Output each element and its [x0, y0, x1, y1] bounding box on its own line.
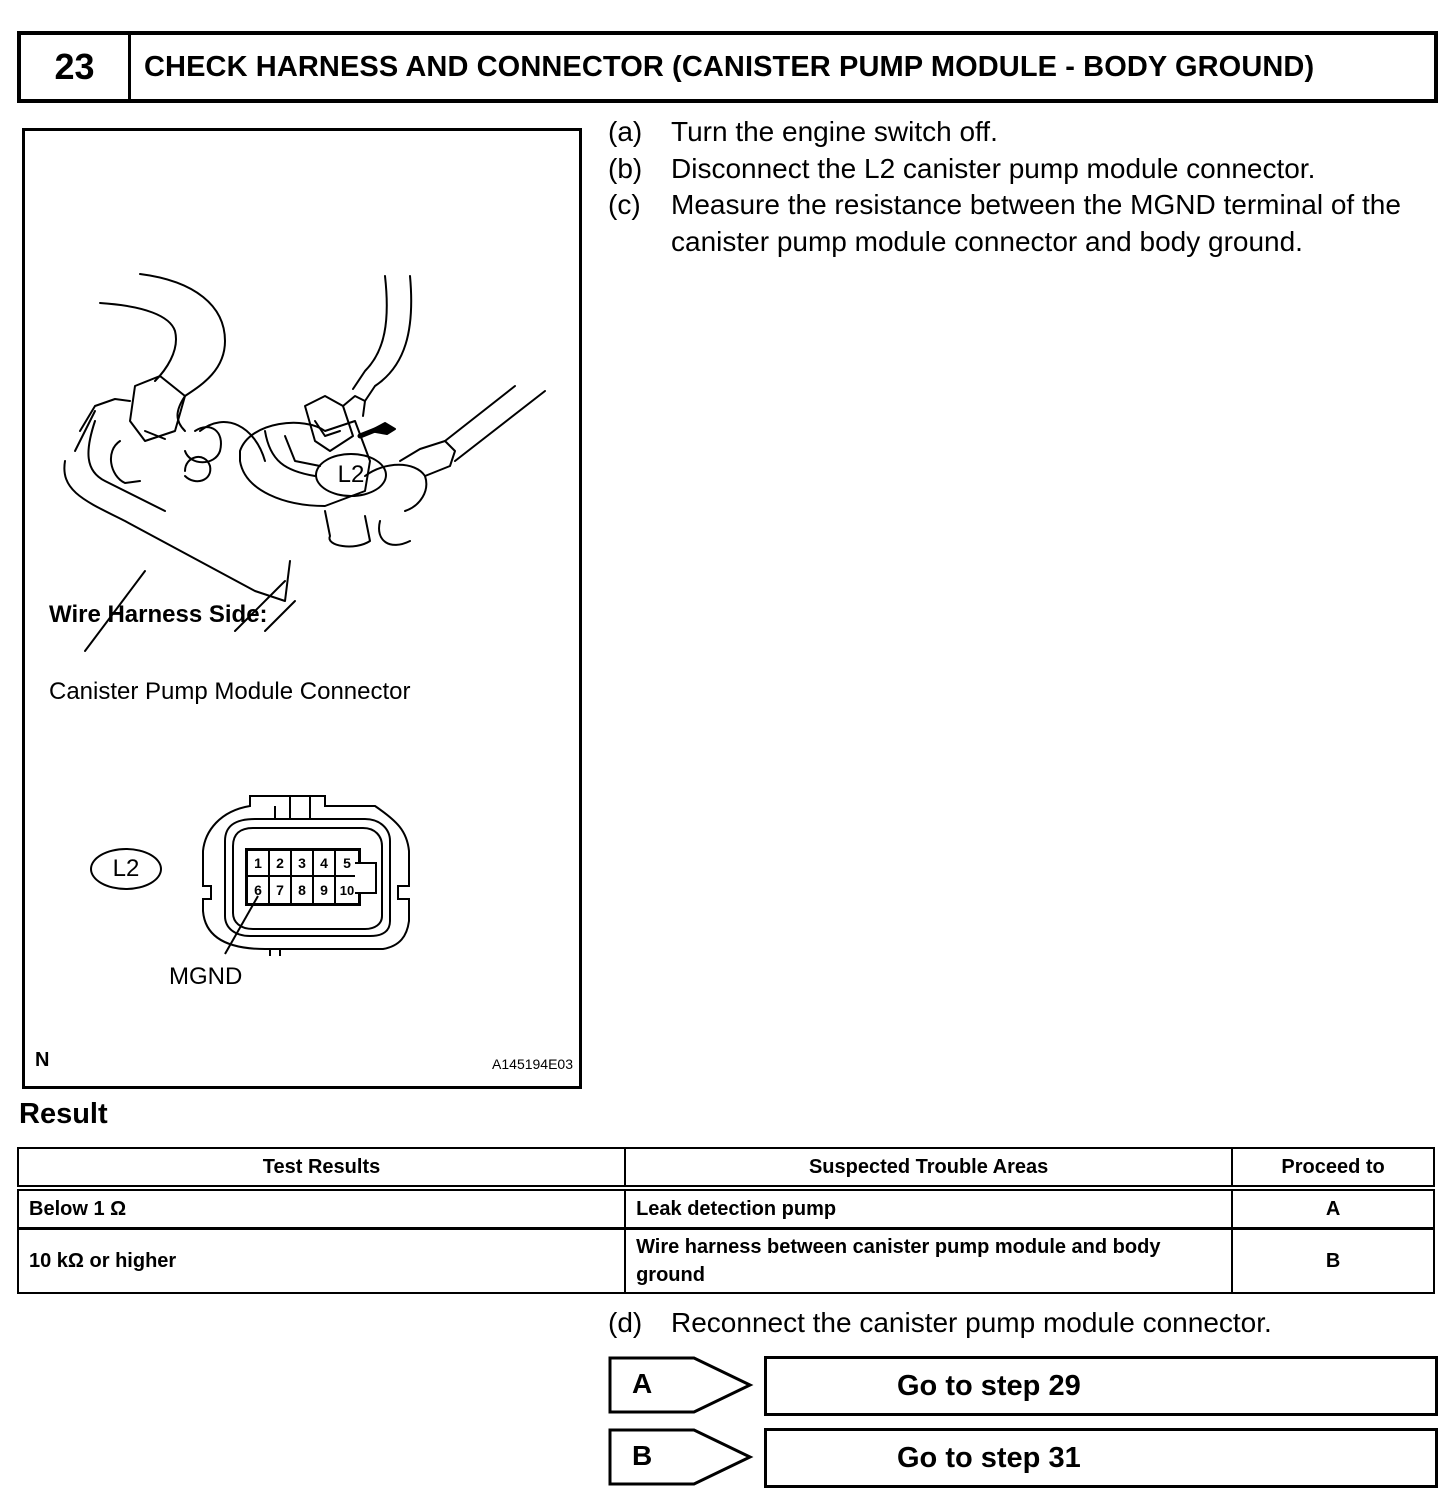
branch-arrow-icon [608, 1428, 758, 1488]
cell-trouble-area: Wire harness between canister pump module and body ground [625, 1229, 1232, 1294]
figure-id: A145194E03 [492, 1056, 573, 1072]
step-c [608, 187, 1438, 260]
column-header-suspected-trouble-areas: Suspected Trouble Areas [625, 1148, 1232, 1188]
goto-target-label: Go to step 29 [897, 1369, 1081, 1402]
table-row [18, 1188, 1434, 1229]
step-d [608, 1307, 1272, 1339]
column-header-proceed-to: Proceed to [1232, 1148, 1434, 1188]
terminal-10: 10 [339, 882, 355, 898]
connector-name-label: Canister Pump Module Connector [49, 678, 411, 705]
terminal-4: 4 [314, 851, 336, 877]
terminal-8: 8 [292, 877, 314, 903]
cell-test-result: Below 1 Ω [18, 1188, 625, 1229]
step-text: Turn the engine switch off. [671, 116, 998, 147]
wire-harness-side-label: Wire Harness Side: [49, 601, 268, 628]
step-text: Measure the resistance between the MGND terminal of the canister pump module connector and body ground. [671, 189, 1401, 257]
goto-step-31-button[interactable] [764, 1428, 1438, 1488]
corner-mark: N [35, 1049, 50, 1071]
step-text: Reconnect the canister pump module connector. [671, 1307, 1272, 1338]
terminal-1: 1 [248, 851, 270, 877]
goto-branch-a[interactable] [608, 1356, 1438, 1416]
goto-target-label: Go to step 31 [897, 1441, 1081, 1474]
step-text: Disconnect the L2 canister pump module connector. [671, 152, 1316, 184]
step-b [608, 151, 1438, 188]
illustration-figure [22, 128, 582, 1089]
cell-test-result: 10 kΩ or higher [18, 1229, 625, 1294]
step-number: 23 [21, 35, 131, 99]
result-heading: Result [19, 1098, 108, 1130]
terminal-3: 3 [292, 851, 314, 877]
step-label: (b) [608, 152, 643, 184]
terminal-6-mgnd: 6 [248, 877, 270, 903]
step-label: (d) [608, 1307, 643, 1338]
branch-arrow-icon [608, 1356, 758, 1416]
branch-letter: A [632, 1368, 653, 1399]
branch-letter: B [632, 1440, 653, 1471]
step-label: (a) [608, 116, 643, 147]
result-table [17, 1147, 1435, 1294]
step-a [608, 114, 1438, 151]
goto-branch-b[interactable] [608, 1428, 1438, 1488]
step-title: CHECK HARNESS AND CONNECTOR (CANISTER PUMP MODULE - BODY GROUND) [144, 50, 1315, 83]
terminal-2: 2 [270, 851, 292, 877]
terminal-7: 7 [270, 877, 292, 903]
callout-l2-illustration: L2 [315, 453, 387, 497]
procedure-steps [608, 114, 1438, 260]
terminal-5: 5 [336, 851, 358, 877]
mgnd-terminal-label: MGND [169, 963, 243, 990]
mgnd-leader-line [25, 131, 579, 1086]
goto-step-29-button[interactable] [764, 1356, 1438, 1416]
cell-proceed-to: B [1232, 1229, 1434, 1294]
table-header-row [18, 1148, 1434, 1188]
step-label: (c) [608, 189, 641, 220]
cell-proceed-to: A [1232, 1188, 1434, 1229]
callout-l2-connector: L2 [90, 848, 162, 890]
column-header-test-results: Test Results [18, 1148, 625, 1188]
terminal-9: 9 [314, 877, 336, 903]
cell-trouble-area: Leak detection pump [625, 1188, 1232, 1229]
table-row [18, 1229, 1434, 1294]
step-header [17, 31, 1438, 103]
